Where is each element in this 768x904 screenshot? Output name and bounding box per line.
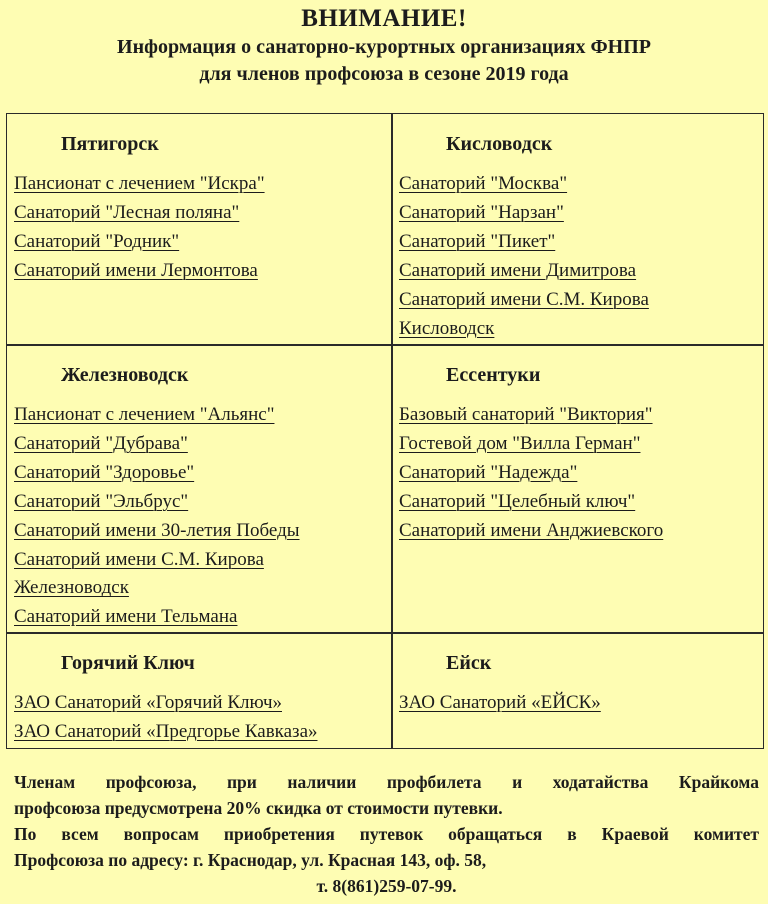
region-cell-yeysk (392, 633, 764, 750)
list-item (14, 517, 391, 546)
region-city-name: Пятигорск (61, 133, 159, 155)
list-item (399, 199, 764, 228)
list-item (399, 401, 764, 430)
sanatorium-link[interactable]: Санаторий имени Лермонтова (14, 259, 258, 281)
sanatorium-link[interactable]: ЗАО Санаторий «Предгорье Кавказа» (14, 720, 318, 742)
region-city-name: Железноводск (61, 364, 189, 386)
sanatorium-link[interactable]: Санаторий "Лесная поляна" (14, 201, 240, 223)
sanatorium-link[interactable]: Санаторий имени Анджиевского (399, 519, 664, 541)
notice-line: Членам профсоюза, при наличии профбилета и ходатайства Крайкома (14, 772, 759, 792)
list-item (399, 517, 764, 546)
sanatorium-link[interactable]: Пансионат с лечением "Искра" (14, 173, 265, 194)
sanatorium-link[interactable]: Гостевой дом "Вилла Герман" (399, 432, 641, 454)
sanatorium-link[interactable]: Пансионат с лечением "Альянс" (14, 404, 275, 425)
region-city-name: Ессентуки (446, 364, 541, 386)
list-item (14, 574, 391, 603)
list-item (14, 257, 391, 286)
sanatorium-link[interactable]: Санаторий имени С.М. Кирова (14, 548, 264, 570)
region-cell-zheleznovodsk (7, 345, 391, 632)
list-item (14, 488, 391, 517)
sanatorium-list (399, 401, 764, 546)
sanatorium-table (6, 113, 764, 749)
sanatorium-list (399, 689, 764, 718)
region-cell-kislovodsk (392, 114, 764, 344)
list-item (399, 459, 764, 488)
notice-header (0, 0, 768, 88)
page-title: ВНИМАНИЕ! (301, 5, 467, 32)
sanatorium-link[interactable]: Санаторий имени Тельмана (14, 606, 238, 628)
page-subtitle-line-2: для членов профсоюза в сезоне 2019 года (199, 63, 569, 85)
list-item (14, 228, 391, 257)
notice-line: Профсоюза по адресу: г. Краснодар, ул. Красная 143, оф. 58, (14, 850, 487, 870)
list-item (14, 170, 391, 199)
sanatorium-link[interactable]: Санаторий "Эльбрус" (14, 490, 189, 512)
list-item (399, 689, 764, 718)
list-item (399, 286, 764, 315)
notice-line: По всем вопросам приобретения путевок обращаться в Краевой комитет (14, 824, 759, 844)
sanatorium-link[interactable]: Санаторий имени С.М. Кирова (399, 288, 649, 310)
region-city-name: Горячий Ключ (61, 652, 195, 674)
region-cell-goryachiy-klyuch (7, 633, 391, 750)
sanatorium-link[interactable]: Санаторий "Целебный ключ" (399, 490, 636, 512)
region-city-name: Кисловодск (446, 133, 553, 155)
sanatorium-list (14, 401, 391, 632)
region-cell-pyatigorsk (7, 114, 391, 344)
list-item (14, 199, 391, 228)
sanatorium-link[interactable]: Санаторий "Пикет" (399, 230, 556, 252)
list-item (14, 401, 391, 430)
region-cell-essentuki (392, 345, 764, 632)
sanatorium-link[interactable]: Санаторий "Надежда" (399, 461, 578, 483)
list-item (14, 718, 391, 747)
list-item (399, 228, 764, 257)
sanatorium-list (14, 170, 391, 286)
sanatorium-link[interactable]: Санаторий "Дубрава" (14, 432, 188, 454)
sanatorium-link[interactable]: Базовый санаторий "Виктория" (399, 404, 653, 425)
sanatorium-link[interactable]: Железноводск (14, 577, 129, 599)
list-item (399, 315, 764, 344)
list-item (399, 257, 764, 286)
list-item (14, 603, 391, 632)
sanatorium-link[interactable]: Санаторий "Нарзан" (399, 201, 564, 223)
list-item (14, 689, 391, 718)
list-item (14, 459, 391, 488)
sanatorium-link[interactable]: Санаторий "Родник" (14, 230, 180, 252)
sanatorium-list (399, 170, 764, 343)
list-item (399, 170, 764, 199)
list-item (399, 430, 764, 459)
sanatorium-link[interactable]: Санаторий имени Димитрова (399, 259, 637, 281)
sanatorium-link[interactable]: Санаторий "Москва" (399, 173, 568, 194)
sanatorium-link[interactable]: Санаторий "Здоровье" (14, 461, 195, 483)
page-subtitle-line-1: Информация о санаторно-курортных организациях ФНПР (117, 36, 651, 58)
sanatorium-link[interactable]: Санаторий имени 30-летия Победы (14, 519, 300, 541)
sanatorium-link[interactable]: ЗАО Санаторий «ЕЙСК» (399, 692, 601, 713)
discount-notice (14, 769, 759, 899)
contact-phone: т. 8(861)259-07-99. (316, 876, 457, 896)
list-item (14, 546, 391, 575)
list-item (14, 430, 391, 459)
region-city-name: Ейск (446, 652, 492, 674)
notice-line: профсоюза предусмотрена 20% скидка от стоимости путевки. (14, 798, 503, 818)
sanatorium-link[interactable]: Кисловодск (399, 317, 495, 339)
sanatorium-link[interactable]: ЗАО Санаторий «Горячий Ключ» (14, 692, 282, 713)
list-item (399, 488, 764, 517)
sanatorium-list (14, 689, 391, 747)
